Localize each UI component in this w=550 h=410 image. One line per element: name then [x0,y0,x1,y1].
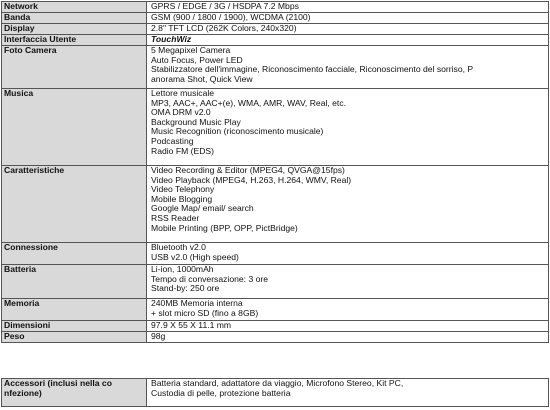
row-value [147,2,549,13]
row-label: Memoria [2,299,147,321]
value-line: Mobile Printing (BPP, OPP, PictBridge) [151,222,298,233]
row-value [147,35,549,46]
row-label: Network [2,2,147,13]
value-line: GPRS / EDGE / 3G / HSDPA 7.2 Mbps [151,1,299,11]
spec-table [1,1,549,343]
value-line: Lettore musicale [151,88,215,98]
value-line: 5 Megapixel Camera [151,45,231,55]
value-line: Auto Focus, Power LED [151,54,243,65]
row-label: Caratteristiche [2,166,147,243]
value-line: OMA DRM v2.0 [151,107,211,118]
row-label: Musica [2,89,147,166]
row-value [147,89,549,166]
value-line: Mobile Blogging [151,193,213,204]
value-line: Video Playback (MPEG4, H.263, H.264, WMV, Real) [151,174,352,185]
value-line: anorama Shot, Quick View [151,73,253,84]
row-value [147,332,549,343]
value-line: Stabilizzatore dell'immagine, Riconoscimento facciale, Riconoscimento del sorriso, P [151,64,474,75]
table-row [2,46,549,89]
value-line: 98g [151,331,166,341]
value-line: Batteria standard, adattatore da viaggio, Microfono Stereo, Kit PC, [151,378,404,388]
value-line: Li-ion, 1000mAh [151,264,214,274]
row-value [147,166,549,243]
row-label: Interfaccia Utente [2,35,147,46]
value-line: + slot micro SD (fino a 8GB) [151,307,259,318]
value-line: Bluetooth v2.0 [151,242,206,252]
accessories-table [1,378,549,407]
table-row [2,243,549,265]
table-row [2,13,549,24]
value-line: Music Recognition (riconoscimento musicale) [151,126,324,137]
row-label: Banda [2,13,147,24]
row-value [147,299,549,321]
value-line: Stand-by: 250 ore [151,283,220,294]
table-row-accessories [2,379,549,407]
row-value [147,321,549,332]
row-value [147,24,549,35]
row-value [147,13,549,24]
table-row [2,35,549,46]
row-value [147,243,549,265]
row-label: Foto Camera [2,46,147,89]
row-value [147,46,549,89]
value-line: Background Music Play [151,116,241,127]
table-row [2,2,549,13]
value-line: USB v2.0 (High speed) [151,251,239,262]
label-line: nfezione) [4,387,42,398]
row-value [147,379,549,407]
row-label: Connessione [2,243,147,265]
table-row [2,265,549,299]
value-line: Custodia di pelle, protezione batteria [151,387,291,398]
value-line: 2.8" TFT LCD (262K Colors, 240x320) [151,23,297,33]
table-row [2,24,549,35]
value-line: Podcasting [151,135,194,146]
label-line: Accessori (inclusi nella co [4,378,112,388]
value-line: RSS Reader [151,212,200,223]
row-label: Batteria [2,265,147,299]
table-row [2,299,549,321]
value-line: MP3, AAC+, AAC+(e), WMA, AMR, WAV, Real, etc. [151,97,347,108]
value-line: TouchWiz [151,34,192,44]
table-row [2,332,549,343]
row-label: Peso [2,332,147,343]
value-line: Tempo di conversazione: 3 ore [151,273,269,284]
row-label: Display [2,24,147,35]
row-label: Dimensioni [2,321,147,332]
value-line: Video Telephony [151,184,215,195]
row-value [147,265,549,299]
table-row [2,166,549,243]
value-line: GSM (900 / 1800 / 1900), WCDMA (2100) [151,12,311,22]
table-row [2,89,549,166]
value-line: Video Recording & Editor (MPEG4, QVGA@15fps) [151,165,345,175]
table-row [2,321,549,332]
value-line: Radio FM (EDS) [151,145,215,156]
value-line: 97.9 X 55 X 11.1 mm [151,320,232,330]
value-line: Google Map/ email/ search [151,203,254,214]
row-label [2,379,147,407]
value-line: 240MB Memoria interna [151,298,243,308]
